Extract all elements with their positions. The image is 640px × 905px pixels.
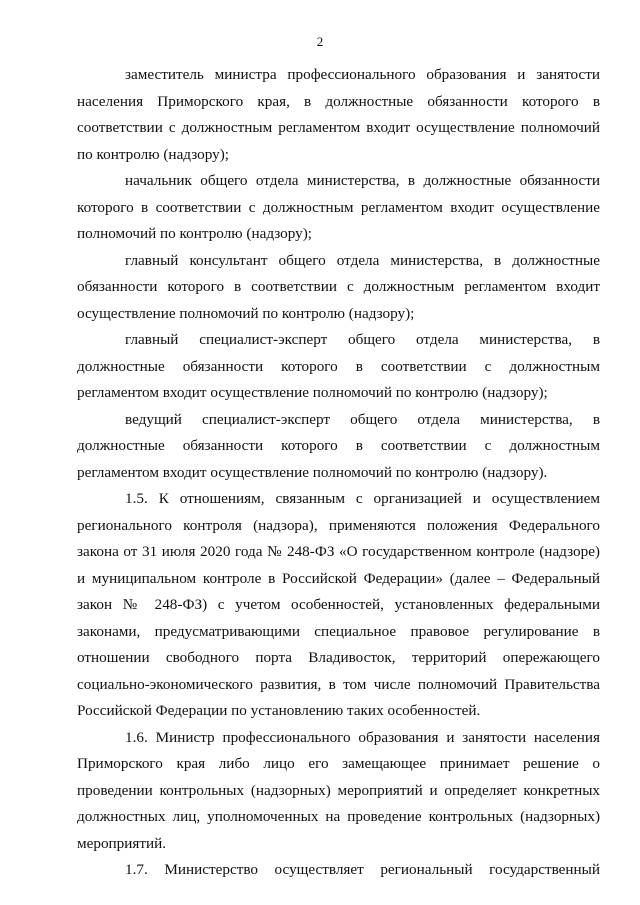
paragraph-deputy-minister: заместитель министра профессионального образования и занятости населения Приморского края, в должностные обязанности которого в соответствии с должностным регламентом входит осуществление полномочий по контролю (надзору); (77, 66, 600, 163)
paragraph-chief-consultant: главный консультант общего отдела министерства, в должностные обязанности которого в соответствии с должностным регламентом входит осуществление полномочий по контролю (надзору); (77, 251, 600, 322)
paragraph-chief-specialist-expert: главный специалист-эксперт общего отдела министерства, в должностные обязанности которого в соответствии с должностным регламентом входит осуществление полномочий по контролю (надзору); (77, 331, 600, 401)
paragraph-1-5: 1.5. К отношениям, связанным с организацией и осуществлением регионального контроля (надзора), применяются положения Федерального закона от 31 июля 2020 года № 248-ФЗ «О государственном контроле (надзоре) и муниципальном контроле в Российской Федерации» (далее – Федеральный закон № 248-ФЗ) с учетом особенностей, установленных федеральными законами, предусматривающими специальное правовое регулирование в отношении свободного порта Владивосток, территорий опережающего социально-экономического развития, в том числе полномочий Правительства Российской Федерации по установлению таких особенностей. (77, 490, 600, 719)
page-number: 2 (316, 34, 324, 49)
paragraph-1-6: 1.6. Министр профессионального образования и занятости населения Приморского края либо лицо его замещающее принимает решение о проведении контрольных (надзорных) мероприятий и определяет конкретных должностных лиц, уполномоченных на проведение контрольных (надзорных) мероприятий. (77, 728, 600, 852)
paragraph-leading-specialist-expert: ведущий специалист-эксперт общего отдела министерства, в должностные обязанности которого в соответствии с должностным регламентом входит осуществление полномочий по контролю (надзору). (77, 410, 600, 481)
paragraph-head-of-department: начальник общего отдела министерства, в должностные обязанности которого в соответствии с должностным регламентом входит осуществление полномочий по контролю (надзору); (77, 172, 600, 242)
document-body (77, 62, 600, 884)
paragraph-1-7: 1.7. Министерство осуществляет региональный государственный (125, 861, 600, 878)
